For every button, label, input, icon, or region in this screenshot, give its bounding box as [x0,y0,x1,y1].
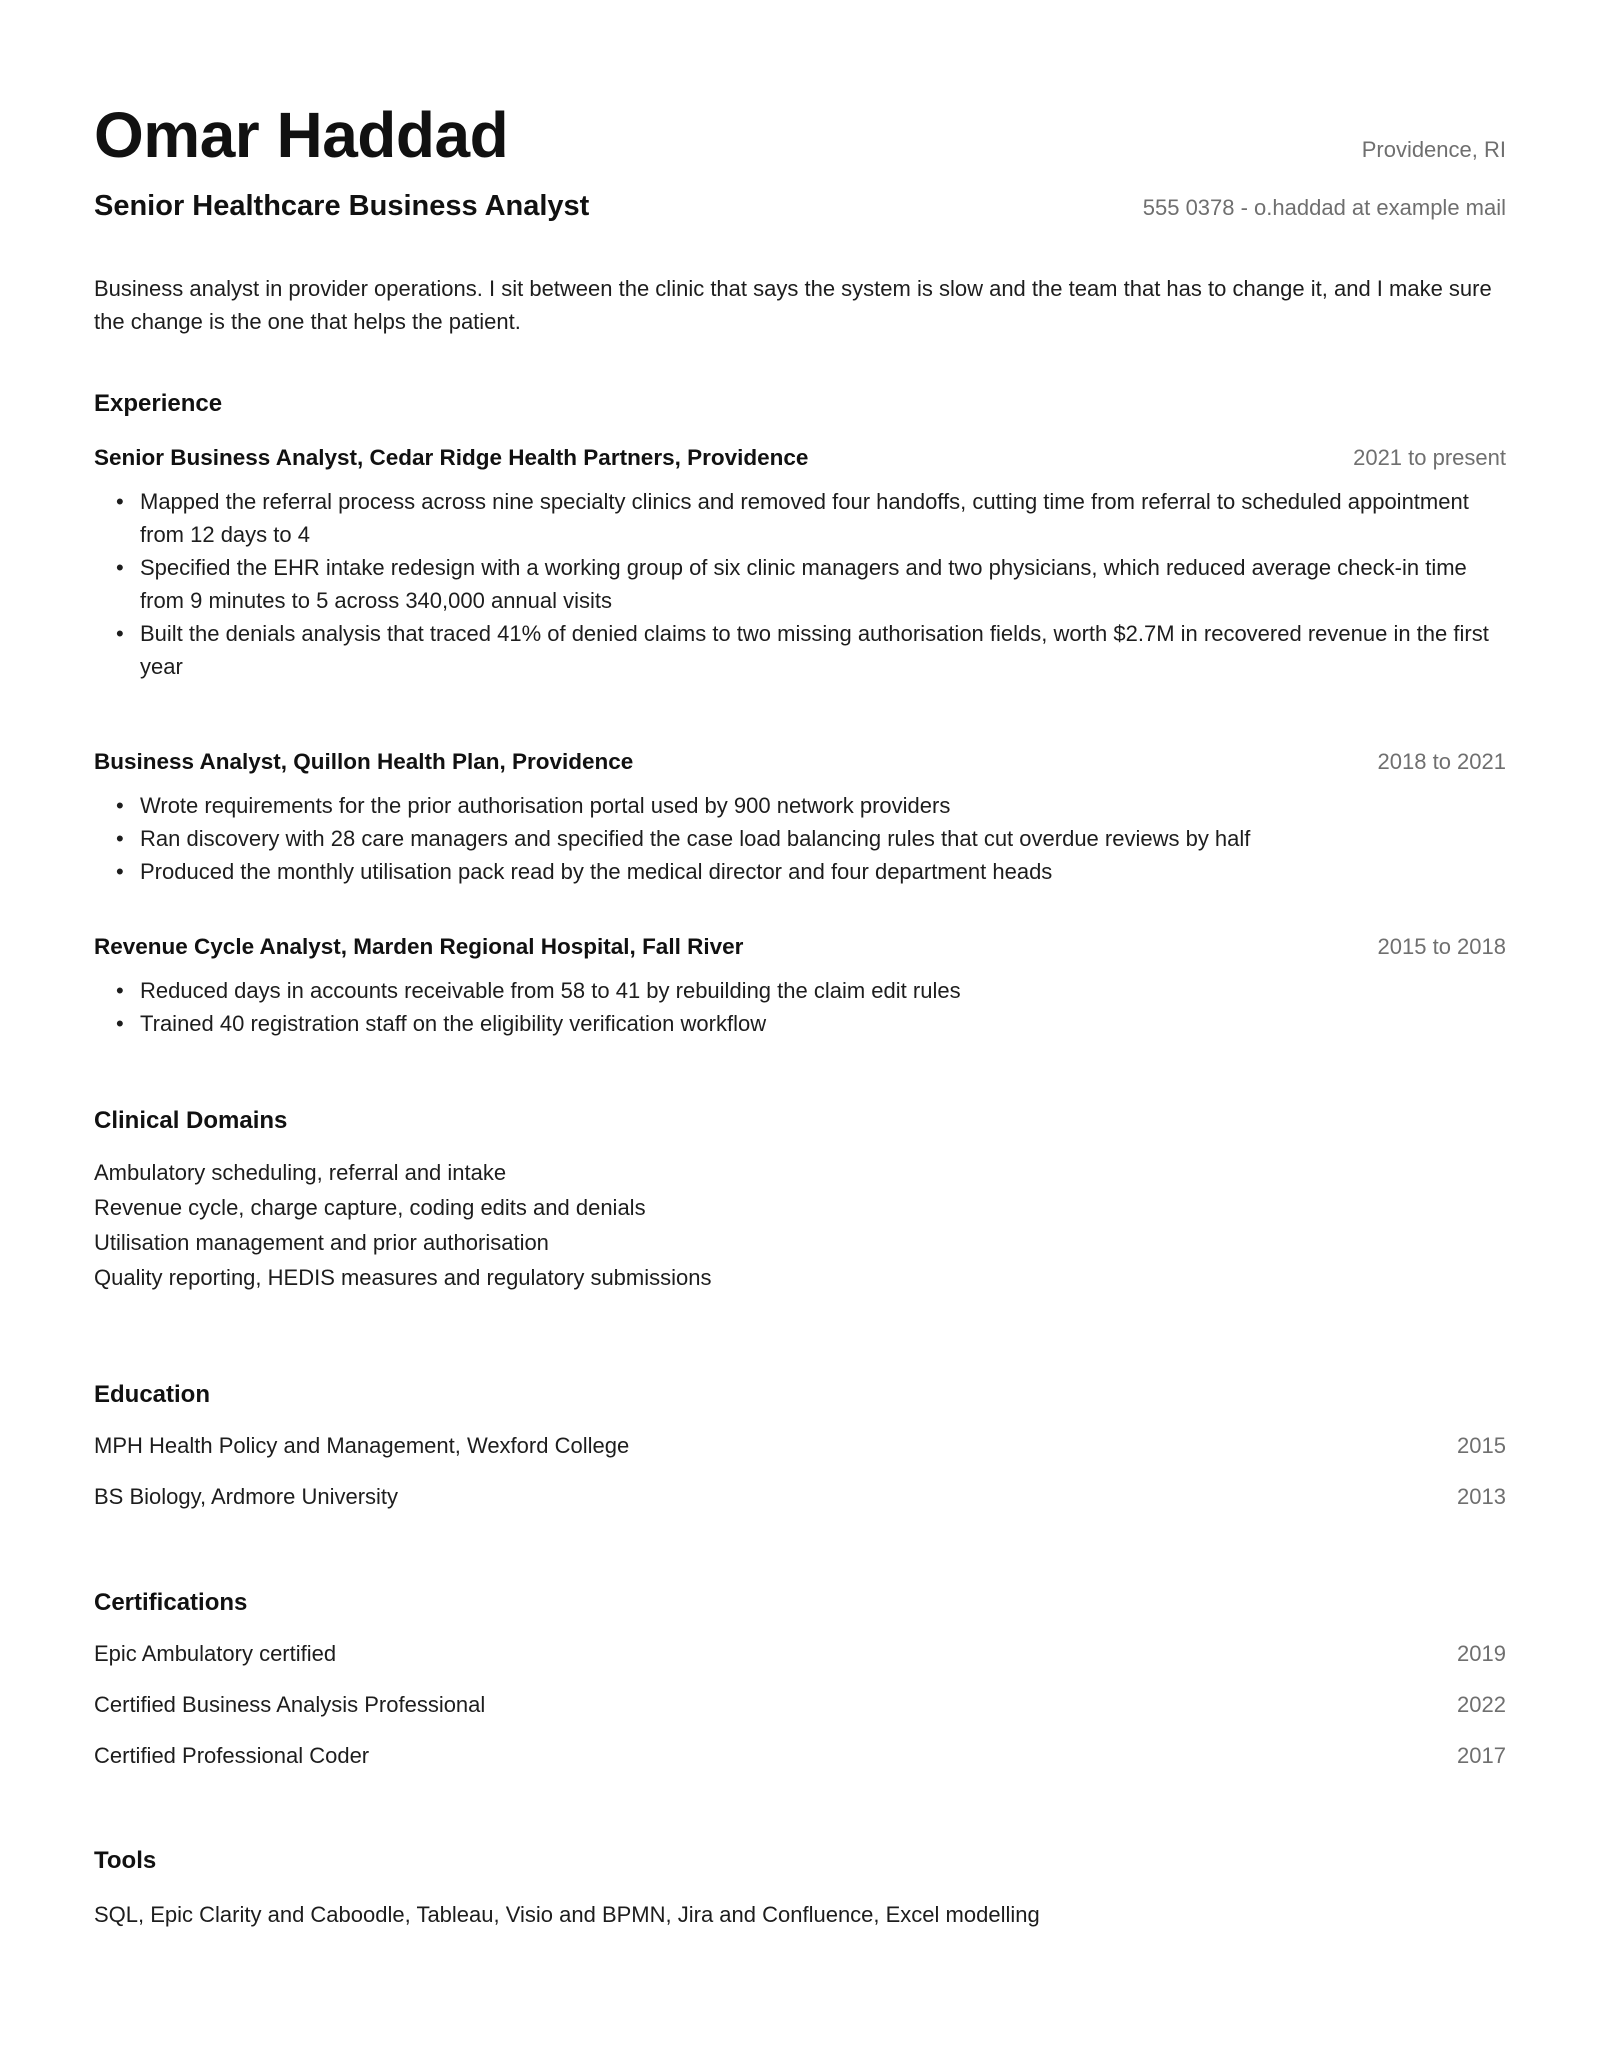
job-title: Revenue Cycle Analyst, Marden Regional Hospital, Fall River [94,934,744,959]
header-top [94,98,1506,172]
certification-row [94,1692,1506,1743]
job-title: Business Analyst, Quillon Health Plan, Providence [94,749,634,774]
certification-year: 2022 [1457,1692,1506,1717]
certification-year: 2019 [1457,1641,1506,1666]
list-item: • Produced the monthly utilisation pack read by the medical director and four department heads [140,855,1506,888]
header-sub [94,190,1506,223]
list-item: Ambulatory scheduling, referral and intake [94,1160,507,1185]
certifications-section [94,1589,1506,1794]
job-dates: 2018 to 2021 [1377,749,1506,774]
list-item: Utilisation management and prior authorisation [94,1230,549,1255]
list-item: • Specified the EHR intake redesign with a working group of six clinic managers and two physicians, which reduced average check-in time from 9 minutes to 5 across 340,000 annual visits [140,551,1506,617]
section-heading: Tools [94,1847,157,1874]
tools-section [94,1847,1506,1932]
list-item: • Mapped the referral process across nine specialty clinics and removed four handoffs, cutting time from referral to scheduled appointment from 12 days to 4 [140,485,1506,551]
certification-label: Epic Ambulatory certified [94,1641,337,1666]
tools-list: SQL, Epic Clarity and Caboodle, Tableau, Visio and BPMN, Jira and Confluence, Excel modelling [94,1902,1040,1927]
section-heading: Clinical Domains [94,1107,288,1134]
list-item: Quality reporting, HEDIS measures and regulatory submissions [94,1265,712,1290]
list-item: • Reduced days in accounts receivable from 58 to 41 by rebuilding the claim edit rules [140,974,1506,1007]
education-row [94,1433,1506,1484]
job-title: Senior Business Analyst, Cedar Ridge Health Partners, Providence [94,445,809,470]
section-heading: Education [94,1381,211,1408]
education-row [94,1484,1506,1535]
certification-row [94,1743,1506,1794]
list-item: • Ran discovery with 28 care managers and specified the case load balancing rules that cut overdue reviews by half [140,822,1506,855]
education-label: MPH Health Policy and Management, Wexford College [94,1433,630,1458]
job-entry [94,749,1506,888]
list-item: Revenue cycle, charge capture, coding edits and denials [94,1195,646,1220]
job-bullets [94,485,1506,683]
job-bullets [94,974,1506,1040]
certification-label: Certified Professional Coder [94,1743,370,1768]
job-title-headline: Senior Healthcare Business Analyst [94,190,590,222]
job-dates: 2015 to 2018 [1377,934,1506,959]
list-item: • Wrote requirements for the prior authorisation portal used by 900 network providers [140,789,1506,822]
section-heading: Certifications [94,1589,248,1616]
candidate-name: Omar Haddad [94,99,509,171]
education-year: 2013 [1457,1484,1506,1509]
summary: Business analyst in provider operations. I sit between the clinic that says the system is slow and the team that has to change it, and I make sure the change is the one that helps the patient. [94,276,1492,334]
job-bullets [94,789,1506,888]
experience-section [94,390,1506,418]
certification-label: Certified Business Analysis Professional [94,1692,486,1717]
job-entry [94,445,1506,683]
location: Providence, RI [1361,137,1506,162]
section-heading: Experience [94,390,223,417]
job-entry [94,934,1506,1040]
list-item: • Trained 40 registration staff on the eligibility verification workflow [140,1007,1506,1040]
contact-info: 555 0378 - o.haddad at example mail [1142,195,1506,220]
certification-year: 2017 [1457,1743,1506,1768]
list-item: • Built the denials analysis that traced 41% of denied claims to two missing authorisation fields, worth $2.7M in recovered revenue in the first year [140,617,1506,683]
education-year: 2015 [1457,1433,1506,1458]
domains-section [94,1107,1506,1295]
job-dates: 2021 to present [1353,445,1506,470]
education-label: BS Biology, Ardmore University [94,1484,399,1509]
education-section [94,1381,1506,1535]
certification-row [94,1641,1506,1692]
